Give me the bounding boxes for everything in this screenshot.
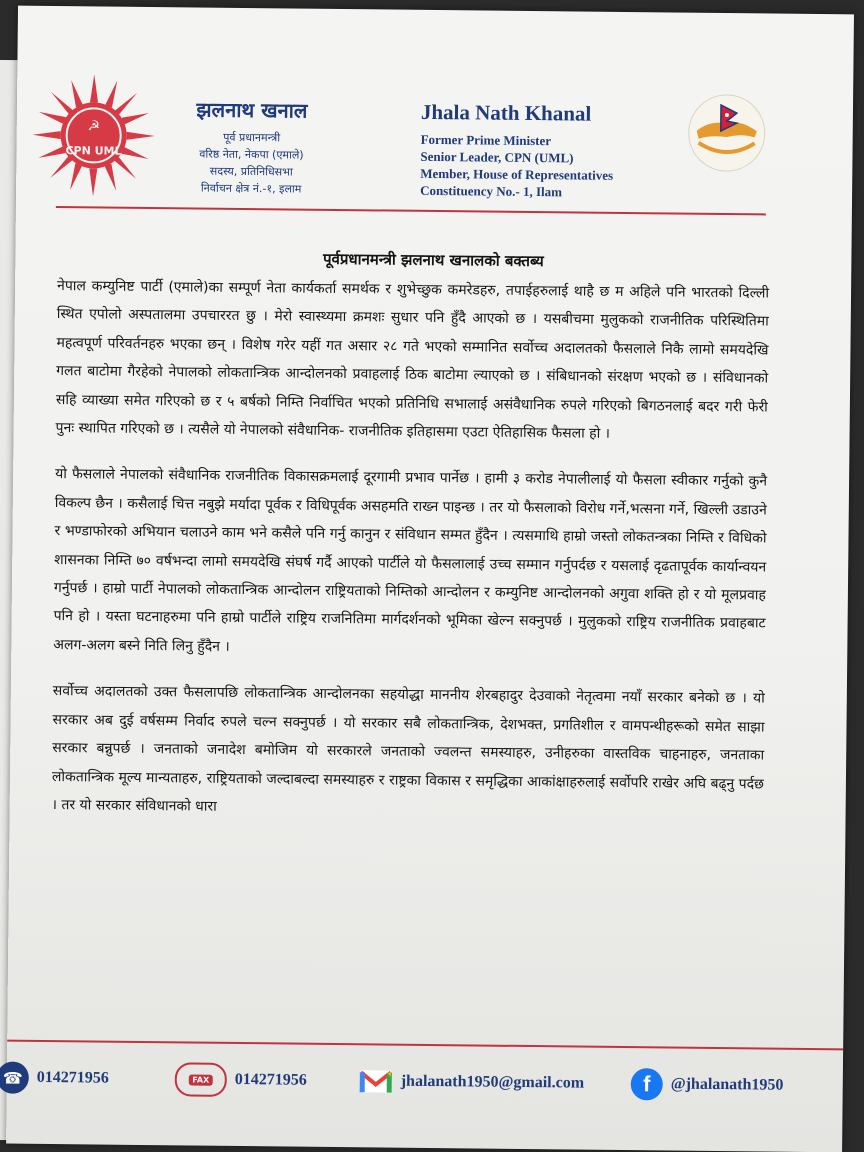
facebook-handle[interactable]: @jhalanath1950 xyxy=(670,1075,784,1094)
svg-text:☭: ☭ xyxy=(87,118,101,135)
email-address[interactable]: jhalanath1950@gmail.com xyxy=(400,1072,585,1092)
paragraph-3: सर्वोच्च अदालतको उक्त फैसलापछि लोकतान्त्रिक आन्दोलनका सहयोद्धा माननीय शेरबहादुर देउवाको नेतृत्वमा नयाँ सरकार बनेको छ । यो सरकार अब दुई वर्षसम्म निर्वाद रुपले चल्न सक्नुपर्छ । यो सरकार सबै लोकतान्त्रिक, देशभक्त, प्रगतिशील र वामपन्थीहरूको समेत साझा सरकार बन्नुपर्छ । जनताको जनादेश बमोजिम यो सरकारले जनताको ज्वलन्त समस्याहरु, उनीहरुका वास्तविक चाहनाहरु, जनताका लोकतान्त्रिक मूल्य मान्यताहरु, राष्ट्रियताको जल्दाबल्दा समस्याहरु र राष्ट्रका विकास र समृद्धिका आकांक्षाहरुलाई सर्वोपरि राखेर अघि बढ्नु पर्दछ । तर यो सरकार संविधानको धारा xyxy=(51,683,765,815)
fax-number: 014271956 xyxy=(234,1070,307,1089)
letterhead-page xyxy=(2,6,854,1152)
phone-number: 014271956 xyxy=(36,1068,109,1087)
title-nepali-1: पूर्व प्रधानमन्त्री xyxy=(223,130,281,145)
paragraph-2: यो फैसलाले नेपालको संवैधानिक राजनीतिक विकासक्रमलाई दूरगामी प्रभाव पार्नेछ । हामी ३ करोड नेपालीलाई यो फैसला स्वीकार गर्नुको कुनै विकल्प छैन । कसैलाई चित्त नबुझे मर्यादा पूर्वक र विधिपूर्वक असहमति राख्न पाइन्छ । तर यो फैसलाको विरोध गर्ने,भत्सना गर्ने, खिल्ली उडाउने र भण्डाफोरको अभियान चलाउने काम भने कसैले पनि गर्नु कानुन र संविधान सम्मत हुँदैन । त्यसमाथि हाम्रो जस्तो लोकतन्त्रका निम्ति र विधिको शासनका निम्ति ७० वर्षभन्दा लामो समयदेखि संघर्ष गर्दै आएको पार्टीले यो फैसलालाई उच्च सम्मान गर्नुपर्दछ र यसलाई दृढतापूर्वक कार्यान्वयन गर्नुपर्छ । हाम्रो पार्टी नेपालको लोकतान्त्रिक आन्दोलन राष्ट्रियताको निम्तिको आन्दोलन र कम्युनिष्ट आन्दोलनको अगुवा शक्ति हो र यो मूलप्रवाह पनि हो । यस्ता घटनाहरुमा पनि हाम्रो पार्टीले राष्ट्रिय राजनितिमा मार्गदर्शनको भूमिका खेल्न सक्नुपर्छ । मुलुकको राष्ट्रिय राजनीतिक प्रवाहबाट अलग-अलग बस्ने निति लिनु हुँदैन । xyxy=(53,466,768,655)
facebook-contact xyxy=(631,1064,784,1106)
name-english: Jhala Nath Khanal xyxy=(420,99,592,126)
cpn-uml-logo xyxy=(30,72,157,199)
title-nepali-2: वरिष्ठ नेता, नेकपा (एमाले) xyxy=(199,147,304,162)
logo-text: CPN UML xyxy=(65,144,122,158)
title-english-3: Member, House of Representatives xyxy=(420,165,614,183)
header-divider xyxy=(56,206,766,215)
title-nepali-3: सदस्य, प्रतिनिधिसभा xyxy=(209,164,293,179)
fax-contact xyxy=(175,1059,307,1100)
email-contact xyxy=(359,1061,585,1103)
header-english xyxy=(420,100,614,201)
telephone-icon: ☎ xyxy=(0,1061,29,1093)
fax-icon xyxy=(175,1062,227,1097)
name-nepali: झलनाथ खनाल xyxy=(196,97,308,123)
title-english-1: Former Prime Minister xyxy=(420,131,552,149)
nepal-map-flag-emblem-icon xyxy=(684,91,769,176)
paragraph-1: नेपाल कम्युनिष्ट पार्टी (एमाले)का सम्पूर्ण नेता कार्यकर्ता समर्थक र शुभेच्छुक कमरेडहरु, तपाईहरुलाई थाहै छ म अहिले पनि भारतको दिल्ली स्थित एपोलो अस्पतालमा उपचाररत छु । मेरो स्वास्थ्यमा क्रमशः सुधार पनि हुँदै आएको छ । यसबीचमा मुलुकको राजनीतिक परिस्थितिमा महत्वपूर्ण परिवर्तनहरु भएका छन् । विशेष गरेर यहीं गत असार २८ गते भएको सम्मानित सर्वोच्च अदालतको फैसलाले निकै लामो समयदेखि गलत बाटोमा गैरहेको नेपालको लोकतान्त्रिक आन्दोलनको प्रवाहलाई ठिक बाटोमा ल्याएको छ । संबिधानको संरक्षण भएको छ । संविधानको सहि व्याख्या समेत गरिएको छ र ५ बर्षको निम्ति निर्वाचित भएको प्रतिनिधि सभालाई असंवैधानिक रुपले गरिएको बिगठनलाई बदर गरी फेरी पुनः स्थापित गरिएको छ । त्यसैले यो नेपालको संवैधानिक- राजनीतिक इतिहासमा एउटा ऐतिहासिक फैसला हो । xyxy=(55,278,770,442)
footer-divider xyxy=(7,1040,843,1051)
nepal-emblem xyxy=(684,91,769,176)
title-nepali-4: निर्वाचन क्षेत्र नं.-१, इलाम xyxy=(200,181,302,196)
statement-body xyxy=(51,272,769,845)
header-nepali xyxy=(166,95,337,198)
title-english-2: Senior Leader, CPN (UML) xyxy=(420,148,574,166)
statement-title: पूर्वप्रधानमन्त्री झलनाथ खनालको बक्तब्य xyxy=(322,249,544,271)
fax-badge: FAX xyxy=(188,1074,213,1085)
party-sun-emblem-icon xyxy=(30,72,157,199)
gmail-icon xyxy=(359,1068,393,1094)
title-english-4: Constituency No.- 1, Ilam xyxy=(420,182,563,200)
contact-footer xyxy=(2,1058,843,1111)
facebook-icon: f xyxy=(631,1068,663,1100)
phone-contact xyxy=(0,1057,109,1098)
